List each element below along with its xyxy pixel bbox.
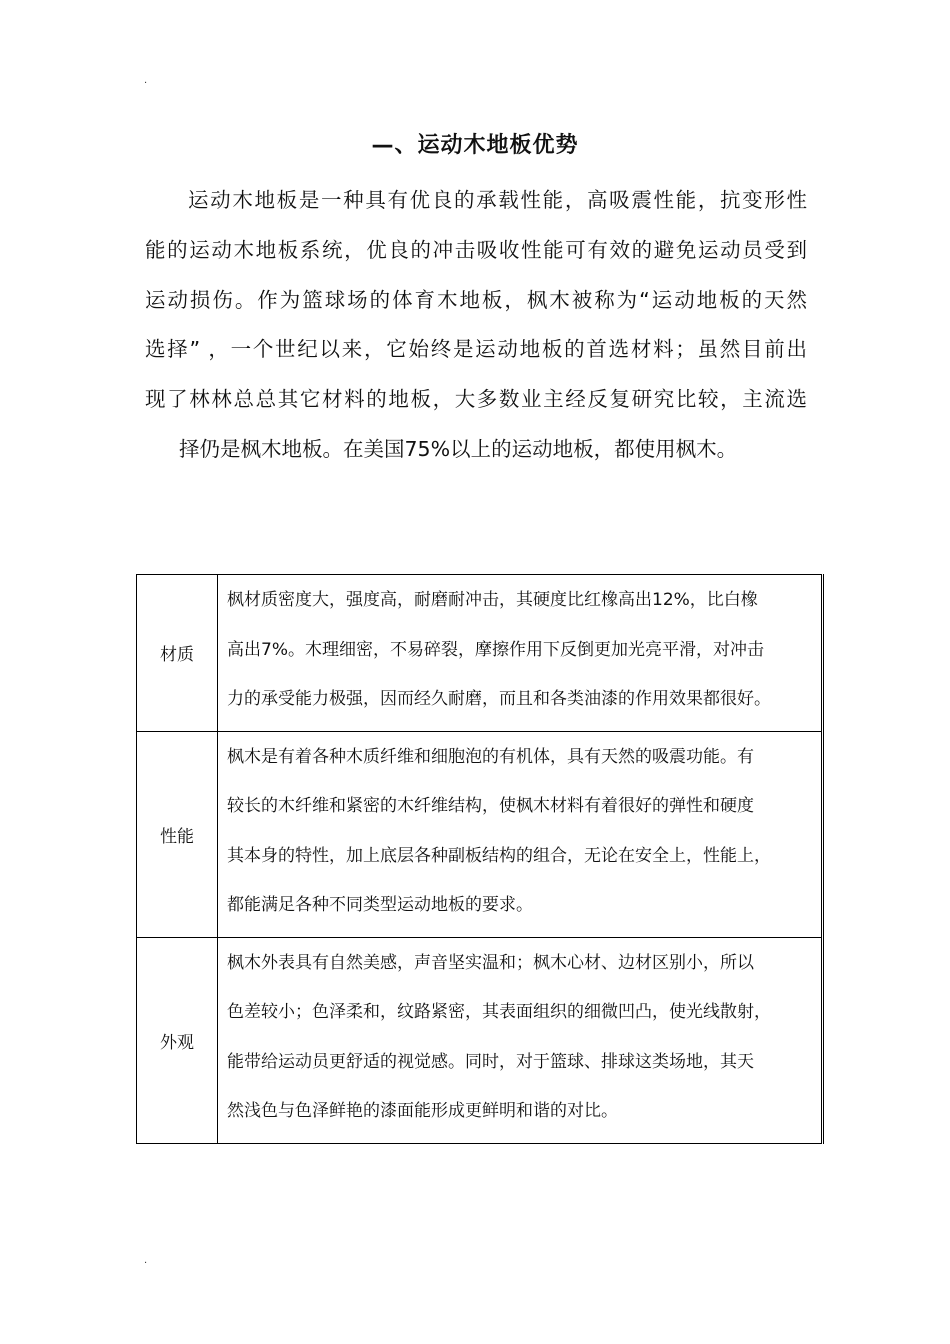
content-line: 高出7%。木理细密，不易碎裂，摩擦作用下反倒更加光亮平滑，对冲击: [227, 639, 764, 660]
content-line: 较长的木纤维和紧密的木纤维结构，使枫木材料有着很好的弹性和硬度: [227, 796, 754, 816]
content-line: 枫木是有着各种木质纤维和细胞泡的有机体，具有天然的吸震功能。有: [227, 746, 754, 767]
content-line: 色差较小；色泽柔和，纹路紧密，其表面组织的细微凹凸，使光线散射，: [227, 1002, 771, 1022]
content-line: 枫材质密度大，强度高，耐磨耐冲击，其硬度比红橡高出12%，比白橡: [227, 590, 758, 610]
content-line: 然浅色与色泽鲜艳的漆面能形成更鲜明和谐的对比。: [227, 1101, 618, 1121]
row-label-material: 材质: [137, 575, 218, 732]
table-row: [137, 937, 823, 1143]
page-marker-top: .: [144, 75, 148, 86]
table-row: [137, 731, 823, 937]
section-title: —、运动木地板优势: [371, 133, 579, 158]
intro-line: 运动木地板是一种具有优良的承载性能，高吸震性能，抗变形性: [188, 188, 807, 212]
row-content-performance: [218, 731, 823, 937]
content-line: 能带给运动员更舒适的视觉感。同时，对于篮球、排球这类场地，其天: [227, 1051, 754, 1072]
content-line: 枫木外表具有自然美感，声音坚实温和；枫木心材、边材区别小，所以: [227, 952, 754, 973]
row-label-appearance: 外观: [137, 937, 218, 1143]
maple-advantages-table: [136, 574, 824, 1144]
row-content-appearance: [218, 937, 823, 1143]
content-line: 力的承受能力极强，因而经久耐磨，而且和各类油漆的作用效果都很好。: [227, 689, 771, 709]
intro-line: 选择” ，一个世纪以来，它始终是运动地板的首选材料；虽然目前出: [145, 337, 807, 362]
intro-paragraph: [145, 176, 807, 475]
page-marker-bottom: .: [144, 1255, 148, 1266]
intro-line: 运动损伤。作为篮球场的体育木地板，枫木被称为“运动地板的天然: [145, 287, 807, 312]
intro-line: 能的运动木地板系统，优良的冲击吸收性能可有效的避免运动员受到: [145, 237, 807, 262]
row-content-material: [218, 575, 823, 732]
intro-line: 现了林林总总其它材料的地板，大多数业主经反复研究比较，主流选: [145, 387, 807, 412]
content-line: 都能满足各种不同类型运动地板的要求。: [227, 895, 533, 915]
content-line: 其本身的特性，加上底层各种副板结构的组合，无论在安全上，性能上，: [227, 845, 771, 866]
table-row: [137, 575, 823, 732]
intro-line: 择仍是枫木地板。在美国75%以上的运动地板，都使用枫木。: [179, 436, 738, 461]
row-label-performance: 性能: [137, 731, 218, 937]
